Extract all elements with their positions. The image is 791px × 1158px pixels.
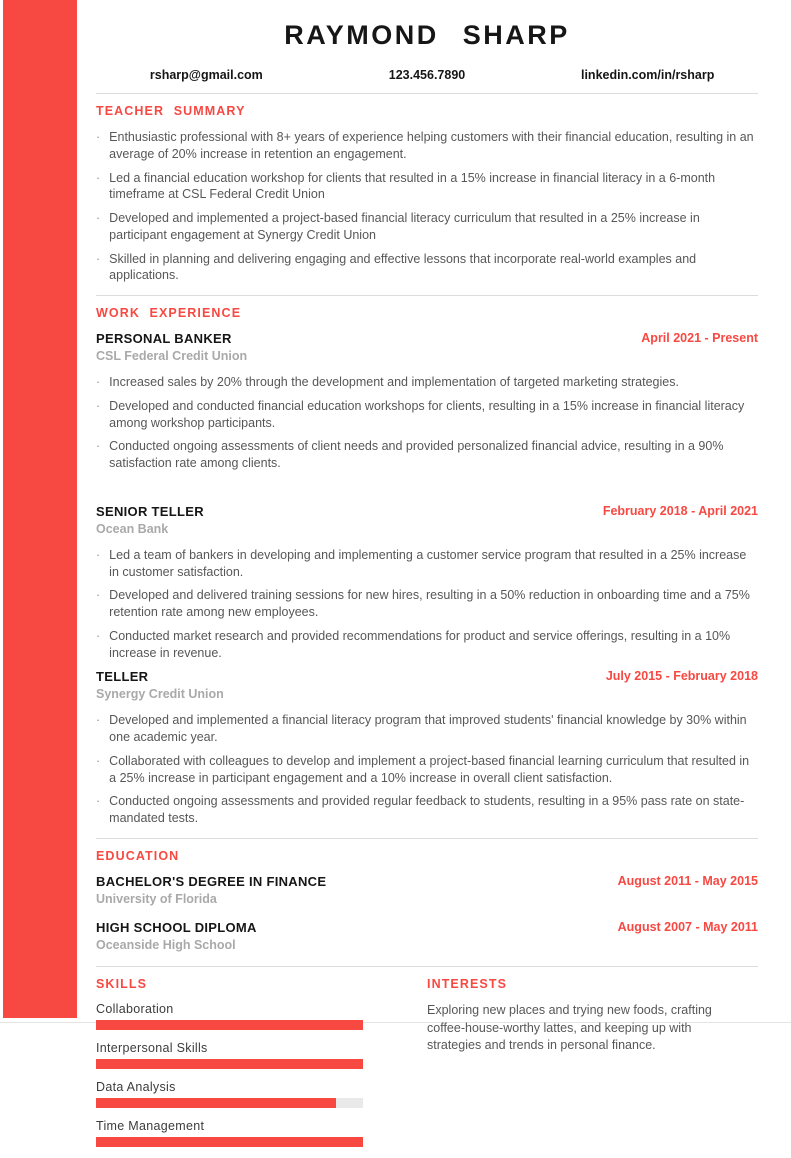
work-experience-section <box>96 306 758 827</box>
interests-section <box>427 967 758 1158</box>
bullet-text: Conducted ongoing assessments of client needs and provided personalized financial advice, resulting in a 90% satisfaction rate among clients. <box>109 439 724 470</box>
bullet-text: Developed and delivered training sessions for new hires, resulting in a 50% reduction in onboarding time and a 75% retention rate among new employees. <box>109 588 750 619</box>
education-entry <box>96 874 758 906</box>
job-entry <box>96 331 758 472</box>
list-item <box>96 628 758 662</box>
bullet-dot-icon: · <box>96 398 101 413</box>
bullet-text: Conducted ongoing assessments and provided regular feedback to students, resulting in a 95% pass rate on state-mandated tests. <box>109 794 745 825</box>
list-item <box>96 398 758 432</box>
list-item <box>96 587 758 621</box>
job-bullet-list <box>96 374 758 472</box>
linkedin-text: linkedin.com/in/rsharp <box>580 68 715 82</box>
job-bullet-list <box>96 547 758 662</box>
list-item <box>96 251 758 285</box>
bullet-dot-icon: · <box>96 170 101 185</box>
education-entry-left <box>96 874 326 906</box>
interests-heading: INTERESTS <box>427 976 508 991</box>
skill-label: Collaboration <box>96 1001 174 1016</box>
education-heading: EDUCATION <box>96 848 180 863</box>
skill-bar-track <box>96 1137 363 1147</box>
summary-bullet-list <box>96 129 758 284</box>
degree-title: BACHELOR'S DEGREE IN FINANCE <box>96 873 327 889</box>
list-item <box>96 793 758 827</box>
skill-bar-track <box>96 1059 363 1069</box>
education-section <box>96 849 758 952</box>
summary-section <box>96 104 758 284</box>
bullet-text: Skilled in planning and delivering engaging and effective lessons that incorporate real-world examples and applications. <box>109 251 697 283</box>
bullet-dot-icon: · <box>96 753 101 768</box>
skill-label: Interpersonal Skills <box>96 1040 208 1055</box>
skill-bar-fill <box>96 1020 363 1030</box>
job-dates: February 2018 - April 2021 <box>602 503 758 518</box>
job-dates: July 2015 - February 2018 <box>605 669 758 684</box>
skills-section <box>96 967 427 1158</box>
bullet-dot-icon: · <box>96 211 101 225</box>
job-company: Synergy Credit Union <box>96 687 224 702</box>
bullet-text: Collaborated with colleagues to develop and implement a project-based financial learning curriculum that resulted in a 25% increase in participant engagement and a 10% increase in overall client satisfaction. <box>109 753 750 785</box>
bullet-text: Enthusiastic professional with 8+ years of experience helping customers with their financial education, resulting in an average of 20% increase in retention an engagement. <box>109 130 754 161</box>
list-item <box>96 374 758 391</box>
divider <box>96 295 758 296</box>
divider <box>96 838 758 839</box>
bullet-text: Developed and implemented a project-based financial literacy curriculum that resulted in a 25% increase in participant engagement at Synergy Credit Union <box>109 211 700 242</box>
job-dates: April 2021 - Present <box>641 331 758 345</box>
school-name: Oceanside High School <box>96 937 236 952</box>
bullet-dot-icon: · <box>96 130 101 144</box>
skill-label: Data Analysis <box>96 1079 176 1094</box>
education-dates: August 2011 - May 2015 <box>617 873 758 888</box>
skills-heading: SKILLS <box>96 976 148 991</box>
bullet-dot-icon: · <box>96 628 101 643</box>
bullet-dot-icon: · <box>96 439 101 454</box>
spacer <box>96 480 758 504</box>
job-entry <box>96 504 758 662</box>
bullet-dot-icon: · <box>96 588 101 603</box>
skill-item <box>96 1002 427 1030</box>
skill-item <box>96 1041 427 1069</box>
work-experience-heading: WORK EXPERIENCE <box>96 306 242 320</box>
skill-bar-track <box>96 1020 363 1030</box>
job-title: PERSONAL BANKER <box>96 331 232 346</box>
interests-text: Exploring new places and trying new foods, crafting coffee-house-worthy lattes, and keeping up with strategies and trends in personal finance. <box>427 1002 712 1053</box>
email-text: rsharp@gmail.com <box>149 68 263 82</box>
bullet-text: Conducted market research and provided recommendations for product and service offerings, resulting in a 10% increase in revenue. <box>109 628 731 660</box>
bullet-dot-icon: · <box>96 251 101 266</box>
bullet-text: Led a team of bankers in developing and implementing a customer service program that resulted in a 25% increase in customer satisfaction. <box>109 547 747 579</box>
skill-bar-fill <box>96 1098 336 1108</box>
bullet-dot-icon: · <box>96 547 101 562</box>
job-title: SENIOR TELLER <box>96 503 204 519</box>
list-item <box>96 712 758 746</box>
phone-text: 123.456.7890 <box>388 68 466 82</box>
education-entry <box>96 920 758 952</box>
education-entry-left <box>96 920 257 952</box>
education-dates: August 2007 - May 2011 <box>617 919 758 934</box>
bullet-text: Led a financial education workshop for clients that resulted in a 15% increase in financial literacy in a 6-month timeframe at CSL Federal Credit Union <box>109 170 716 202</box>
divider <box>96 93 758 94</box>
skill-label: Time Management <box>96 1118 205 1133</box>
left-accent-stripe <box>3 0 77 1018</box>
bullet-dot-icon: · <box>96 375 101 389</box>
contact-row <box>96 68 758 82</box>
job-company: CSL Federal Credit Union <box>96 349 248 363</box>
summary-heading: TEACHER SUMMARY <box>96 104 246 118</box>
job-bullet-list <box>96 712 758 827</box>
job-title: TELLER <box>96 669 149 685</box>
job-company: Ocean Bank <box>96 521 169 536</box>
job-entry <box>96 669 758 827</box>
job-header <box>96 331 758 346</box>
list-item <box>96 438 758 472</box>
bullet-text: Increased sales by 20% through the development and implementation of targeted marketing strategies. <box>109 375 679 389</box>
skill-bar-fill <box>96 1137 363 1147</box>
bullet-dot-icon: · <box>96 794 101 809</box>
degree-title: HIGH SCHOOL DIPLOMA <box>96 919 257 935</box>
bullet-text: Developed and conducted financial education workshops for clients, resulting in a 15% increase in financial literacy among workshop participants. <box>109 398 745 430</box>
list-item <box>96 170 758 204</box>
list-item <box>96 547 758 581</box>
list-item <box>96 753 758 787</box>
list-item <box>96 210 758 244</box>
resume-content <box>96 0 758 1158</box>
job-header <box>96 669 758 684</box>
skill-item <box>96 1080 427 1108</box>
name-heading: RAYMOND SHARP <box>284 20 570 50</box>
list-item <box>96 129 758 163</box>
skills-interests-row <box>96 967 758 1158</box>
skill-bar-fill <box>96 1059 363 1069</box>
school-name: University of Florida <box>96 891 217 906</box>
skill-bar-track <box>96 1098 363 1108</box>
skill-item <box>96 1119 427 1147</box>
bullet-text: Developed and implemented a financial literacy program that improved students' financial knowledge by 30% within one academic year. <box>109 713 747 744</box>
job-header <box>96 504 758 519</box>
bullet-dot-icon: · <box>96 713 101 728</box>
